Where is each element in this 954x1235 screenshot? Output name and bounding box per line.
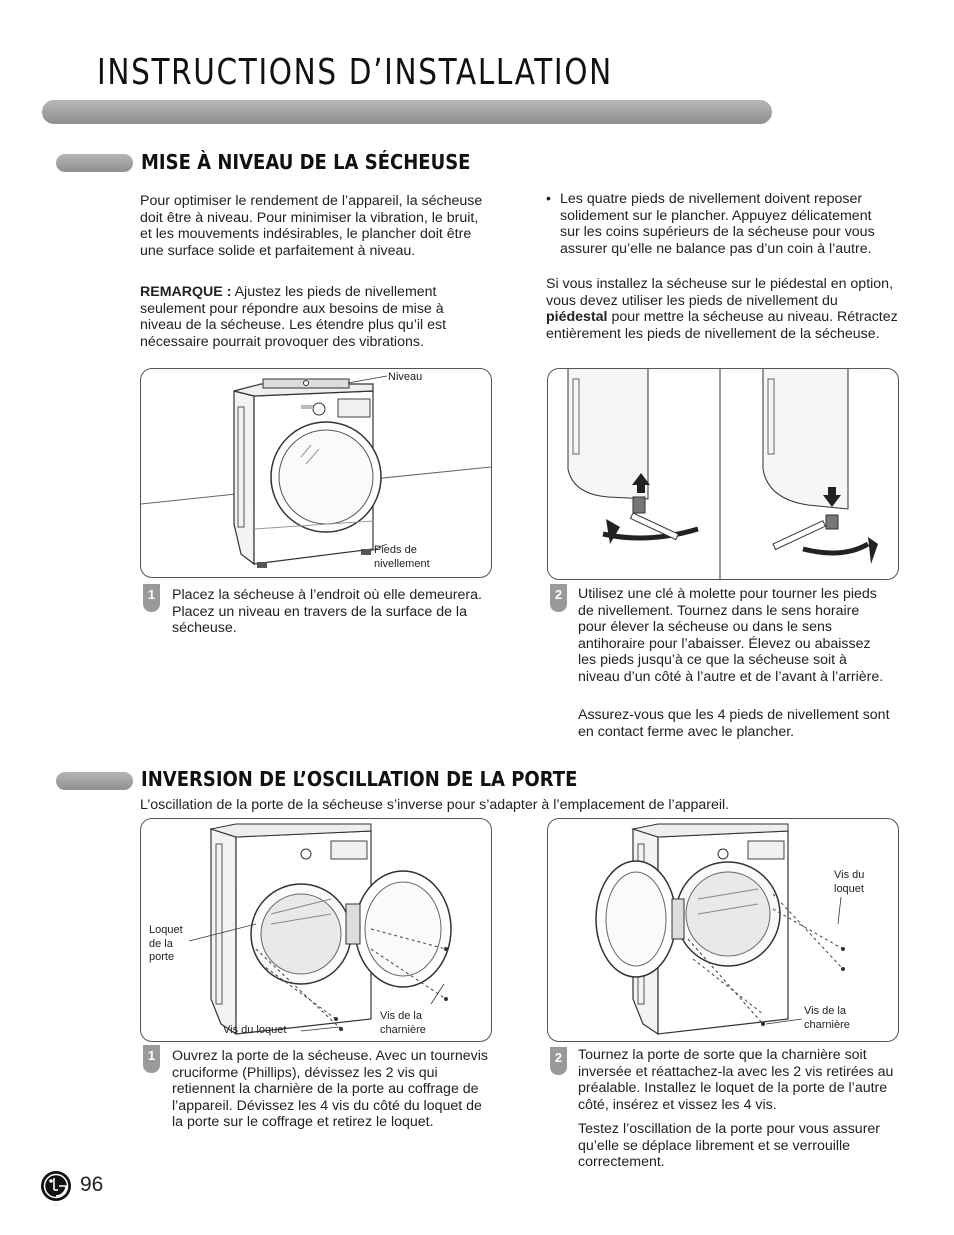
figure-leveling-feet [547, 368, 899, 580]
door-step2-text: Tournez la porte de sorte que la charnière soit inversée et réattachez-la avec les 2 vis retirées au préalable. Installez le loquet de la porte de l’autre côté, insérez et vissez les 4 vis. [578, 1047, 894, 1113]
callout-latch-screws: Vis du loquet [223, 1024, 287, 1036]
step-number-badge: 2 [550, 584, 567, 612]
leveling-bullets [546, 191, 891, 257]
pedestal-text-b: pour mettre la sécheuse au niveau. Rétractez entièrement les pieds de nivellement de la sécheuse. [546, 309, 898, 342]
figure-level-dryer [140, 368, 492, 578]
callout-leveling-feet: Pieds de nivellement [374, 544, 430, 570]
title-bar [42, 100, 772, 124]
pedestal-text-a: Si vous installez la sécheuse sur le piédestal en option, vous devez utiliser les pieds de nivellement du [546, 276, 894, 309]
callout-latch-screws: Vis du loquet [834, 869, 865, 895]
step-number-badge: 2 [550, 1047, 567, 1075]
leveling-intro: Pour optimiser le rendement de l’appareil, la sécheuse doit être à niveau. Pour minimiser la vibration, le bruit, et les mouvements indésirables, le plancher doit être une surface solide et parfaitement à niveau. [140, 193, 483, 259]
step1-text: Placez la sécheuse à l’endroit où elle demeurera. Placez un niveau en travers de la surface de la sécheuse. [172, 587, 482, 637]
callout-hinge-screws: Vis de la charnière [380, 1010, 426, 1036]
callout-hinge-screws: Vis de la charnière [804, 1005, 850, 1031]
list-item: • Les quatre pieds de nivellement doivent reposer solidement sur le plancher. Appuyez délicatement sur les coins supérieurs de la sécheuse pour vous assurer qu’elle ne balance pas d’un coin à l’autre. [546, 191, 891, 257]
callout-level: Niveau [388, 371, 423, 383]
note-label: REMARQUE : [140, 284, 232, 300]
door-step1-text: Ouvrez la porte de la sécheuse. Avec un tournevis cruciforme (Phillips), dévissez les 2 vis qui retiennent la charnière de la porte au coffrage de l’appareil. Dévissez les 4 vis du côté du loquet de la porte sur le coffrage et retirez le loquet. [172, 1048, 488, 1131]
note-text: Ajustez les pieds de nivellement seulement pour répondre aux besoins de mise à niveau de la sécheuse. Les étendre plus qu’il est nécessaire pourrait provoquer des vibrations. [140, 284, 447, 350]
figure-remove-door [140, 818, 492, 1042]
pedestal-bold: piédestal [546, 309, 608, 326]
section-pill [56, 154, 133, 172]
leveling-feet-illustration [548, 369, 898, 579]
step-number-badge: 1 [143, 584, 160, 612]
dryer-level-illustration [141, 369, 491, 577]
section-title-door-reversal: INVERSION DE L’OSCILLATION DE LA PORTE [141, 767, 578, 791]
step2-text2: Assurez-vous que les 4 pieds de nivellement sont en contact ferme avec le plancher. [578, 707, 890, 740]
lg-logo [40, 1170, 72, 1202]
step-number-badge: 1 [143, 1045, 160, 1073]
section-pill [56, 772, 133, 790]
step2-text: Utilisez une clé à molette pour tourner les pieds de nivellement. Tournez dans le sens horaire pour élever la sécheuse ou dans le sens antihoraire pour l’abaisser. Élevez ou abaissez les pieds jusqu’à ce que la sécheuse soit à niveau d’un côté à l’autre et de l’avant à l’arrière. [578, 586, 884, 685]
door-step2-text2: Testez l’oscillation de la porte pour vous assurer qu’elle se déplace librement et se verrouille correctement. [578, 1121, 881, 1171]
door-reversal-intro: L’oscillation de la porte de la sécheuse s’inverse pour s’adapter à l’emplacement de l’appareil. [140, 797, 730, 813]
figure-reattach-door [547, 818, 899, 1042]
section-title-leveling: MISE À NIVEAU DE LA SÉCHEUSE [141, 150, 471, 174]
pedestal-paragraph [546, 276, 898, 342]
callout-door-latch: Loquet de la porte [149, 924, 183, 963]
lg-logo-icon [40, 1170, 72, 1202]
leveling-note [140, 284, 488, 350]
page-number: 96 [80, 1173, 104, 1196]
remove-door-illustration [141, 819, 491, 1041]
page-title: INSTRUCTIONS D’INSTALLATION [97, 52, 613, 93]
